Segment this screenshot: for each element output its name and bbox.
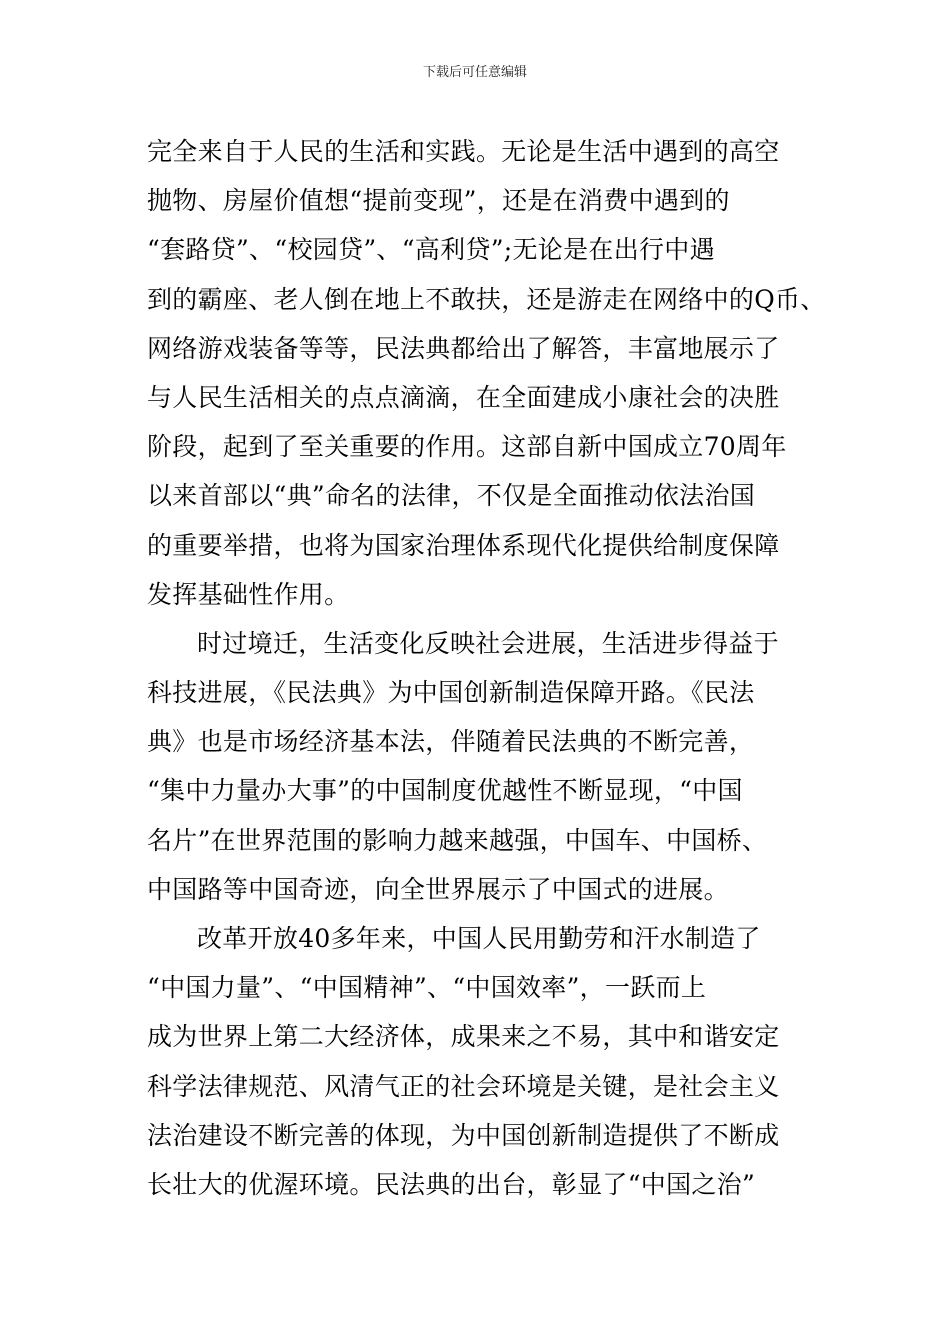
text-line: 发挥基础性作用。 [147, 579, 350, 609]
text-line: 抛物、房屋价值想“提前变现”，还是在消费中遇到的 [147, 186, 730, 216]
page-header: 下载后可任意编辑 [422, 65, 527, 80]
text-line: 阶段，起到了至关重要的作用。这部自新中国成立70周年 [147, 432, 787, 462]
text-line: “套路贷”、“校园贷”、“高利贷”;无论是在出行中遇 [147, 235, 715, 265]
text-line: 网络游戏装备等等，民法典都给出了解答，丰富地展示了 [147, 333, 780, 363]
text-line-first: 改革开放40多年来，中国人民用勤劳和汗水制造了 [197, 924, 761, 953]
text-line: “集中力量办大事”的中国制度优越性不断显现，“中国 [147, 776, 743, 806]
text-line: 科学法律规范、风清气正的社会环境是关键，是社会主义 [147, 1071, 780, 1101]
text-line: 完全来自于人民的生活和实践。无论是生活中遇到的高空 [147, 137, 780, 166]
text-line: 的重要举措，也将为国家治理体系现代化提供给制度保障 [147, 530, 780, 560]
text-line: 成为世界上第二大经济体，成果来之不易，其中和谐安定 [147, 1022, 780, 1052]
text-line: 长壮大的优渥环境。民法典的出台，彰显了“中国之治” [147, 1169, 756, 1199]
text-line: 以来首部以“典”命名的法律，不仅是全面推动依法治国 [147, 481, 756, 511]
text-line: 科技进展，《民法典》为中国创新制造保障开路。《民法 [147, 678, 755, 708]
text-line: 到的霸座、老人倒在地上不敢扶，还是游走在网络中的Q币、 [147, 284, 826, 314]
text-line: 法治建设不断完善的体现，为中国创新制造提供了不断成 [147, 1120, 780, 1150]
text-line: 名片”在世界范围的影响力越来越强，中国车、中国桥、 [147, 825, 768, 855]
text-line: “中国力量”、“中国精神”、“中国效率”，一跃而上 [147, 973, 707, 1003]
text-line: 与人民生活相关的点点滴滴，在全面建成小康社会的决胜 [147, 382, 780, 412]
text-line: 典》也是市场经济基本法，伴随着民法典的不断完善， [147, 727, 755, 757]
text-line-first: 时过境迁，生活变化反映社会进展，生活进步得益于 [197, 628, 779, 658]
paragraph-3 [147, 914, 827, 1209]
text-line: 中国路等中国奇迹，向全世界展示了中国式的进展。 [147, 874, 729, 904]
paragraph-1 [147, 127, 827, 619]
document-body [147, 127, 827, 1209]
paragraph-2 [147, 619, 827, 914]
